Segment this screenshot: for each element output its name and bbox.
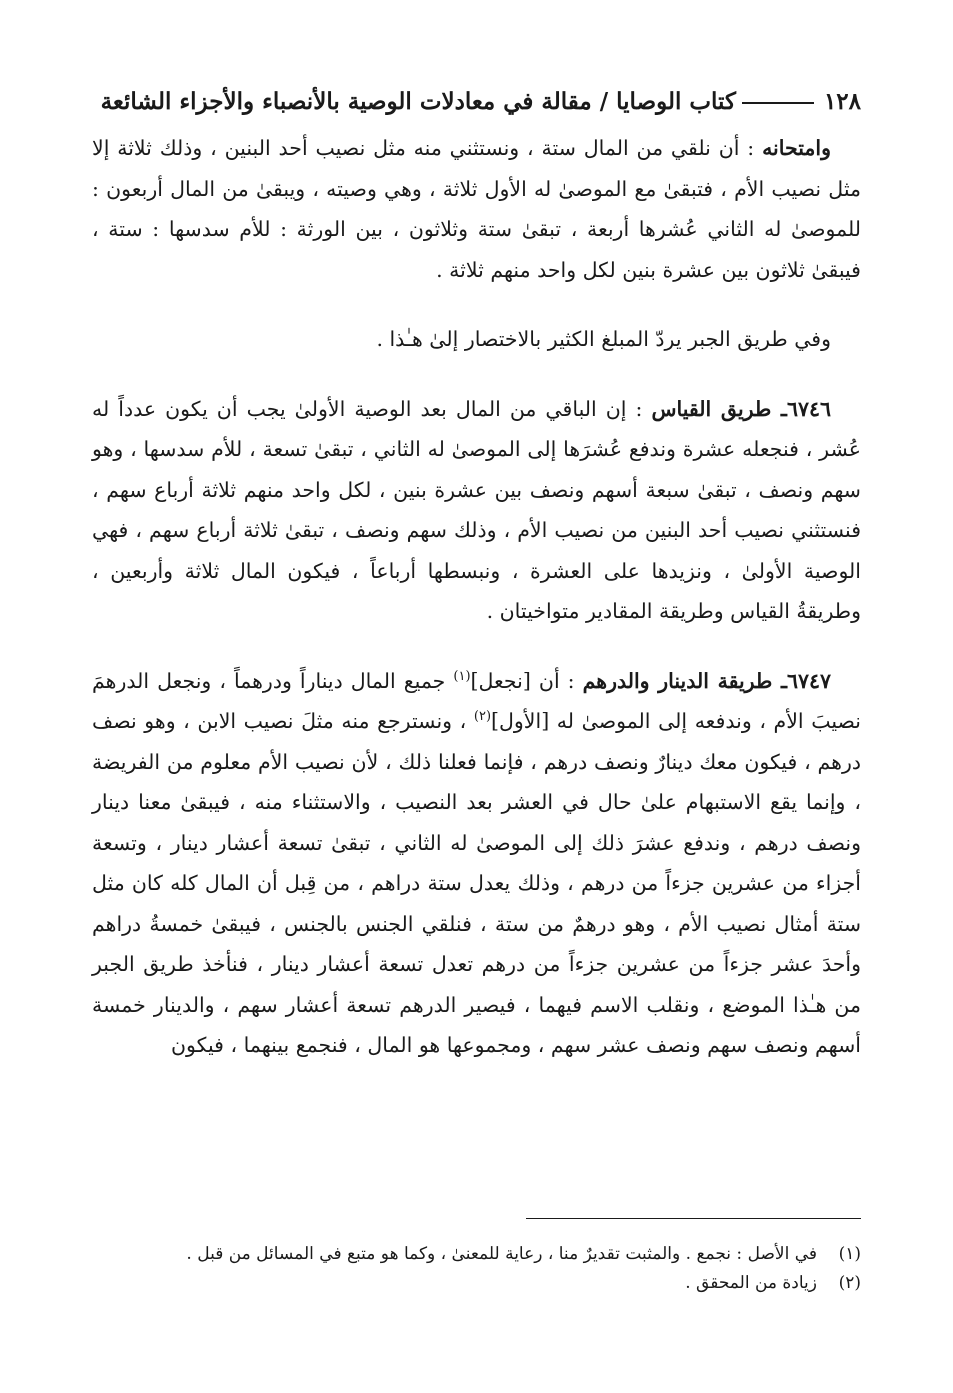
footnote-1 — [92, 1240, 861, 1269]
paragraph-6746 — [92, 389, 861, 632]
paragraph-text: جميع المال ديناراً ودرهماً ، ونجعل الدرهمَ نصيبَ الأم ، وندفعه إلى الموصىٰ له [الأول] — [92, 668, 862, 733]
running-title: كتاب الوصايا / مقالة في معادلات الوصية بالأنصباء والأجزاء الشائعة — [100, 87, 736, 115]
footnotes — [92, 1240, 861, 1298]
paragraph-algebra-note — [92, 319, 861, 360]
footnote-text: زيادة من المحقق . — [685, 1273, 817, 1293]
running-header — [92, 82, 861, 120]
footnote-number: (١) — [838, 1244, 861, 1264]
paragraph-text: وفي طريق الجبر يردّ المبلغ الكثير بالاختصار إلىٰ هـٰذا . — [376, 327, 831, 351]
paragraph-6747 — [92, 661, 861, 1066]
footnote-separator — [526, 1218, 861, 1219]
paragraph-examination — [92, 128, 861, 290]
paragraph-lead: وامتحانه — [762, 136, 831, 160]
footnote-number: (٢) — [838, 1273, 861, 1293]
footnote-2 — [92, 1269, 861, 1298]
paragraph-text: : أن [نجعل] — [470, 668, 583, 693]
main-text — [92, 128, 861, 1066]
paragraph-lead: ٦٧٤٧ـ طريقة الدينار والدرهم — [582, 668, 831, 693]
paragraph-text: : أن نلقي من المال ستة ، ونستثني منه مثل نصيب أحد البنين ، وذلك ثلاثة إلا مثل نصيب الأم ، فتبقىٰ مع الموصىٰ له الأول ثلاثة ، وهي وصيته ، ويبقىٰ من المال أربعون : للموصىٰ له الثاني عُشرها أربعة ، تبقىٰ ستة وثلاثون ، بين الورثة : للأم سدسها : ستة ، فيبقىٰ ثلاثون بين عشرة بنين لكل واحد منهم ثلاثة . — [92, 136, 861, 282]
footnote-text: في الأصل : نجمع . والمثبت تقديرٌ منا ، رعاية للمعنىٰ ، وكما هو متبع في المسائل من قبل . — [186, 1244, 817, 1264]
footnote-ref-1[interactable]: (١) — [453, 668, 471, 684]
header-rule — [742, 102, 814, 104]
paragraph-lead: ٦٧٤٦ـ طريق القياس — [651, 396, 831, 421]
footnote-ref-2[interactable]: (٢) — [473, 709, 492, 725]
paragraph-text: : إن الباقي من المال بعد الوصية الأولىٰ يجب أن يكون عدداً له عُشر ، فنجعله عشرة وندفع عُشرَها إلى الموصىٰ له الثاني ، تبقىٰ تسعة ، للأم سدسها ، وهو سهم ونصف ، تبقىٰ سبعة أسهم ونصف بين عشرة بنين ، لكل واحد منهم ثلاثة أرباع سهم ، فنستثني نصيب أحد البنين من نصيب الأم ، وذلك سهم ونصف ، تبقىٰ ثلاثة أرباع سهم ، فهي الوصية الأولىٰ ، ونزيدها على العشرة ، ونبسطها أرباعاً ، فيكون المال ثلاثة وأربعين ، وطريقةُ القياس وطريقة المقادير متواخيتان . — [92, 396, 861, 623]
paragraph-text: ، ونسترجع منه مثلَ نصيب الابن ، وهو نصف درهم ، فيكون معك دينارٌ ونصف درهم ، فإنما فعلنا ذلك ، لأن نصيب الأم معلوم من الفريضة ، وإنما يقع الاستبهام علىٰ حال في العشر بعد النصيب ، والاستثناء منه ، فيبقىٰ معنا دينار ونصف درهم ، وندفع عشرَ ذلك إلى الموصىٰ له الثاني ، تبقىٰ تسعة أعشار دينار ، وتسعة أجزاء من عشرين جزءاً من درهم ، وذلك يعدل ستة دراهم ، من قِبل أن المال كله كان مثل ستة أمثال نصيب الأم ، وهو درهمٌ من ستة ، فنلقي الجنس بالجنس ، فيبقىٰ خمسةُ دراهم وأحدَ عشر جزءاً من عشرين جزءاً من درهم تعدل تسعة أعشار دينار ، فنأخذ طريق الجبر من هـٰذا الموضع ، ونقلب الاسم فيهما ، فيصير الدرهم تسعة أعشار سهم ، والدينار خمسة أسهم ونصف سهم ونصف عشر سهم ، ومجموعها هو المال ، فنجمع بينهما ، فيكون — [92, 709, 861, 1057]
page-number: ١٢٨ — [823, 87, 861, 115]
